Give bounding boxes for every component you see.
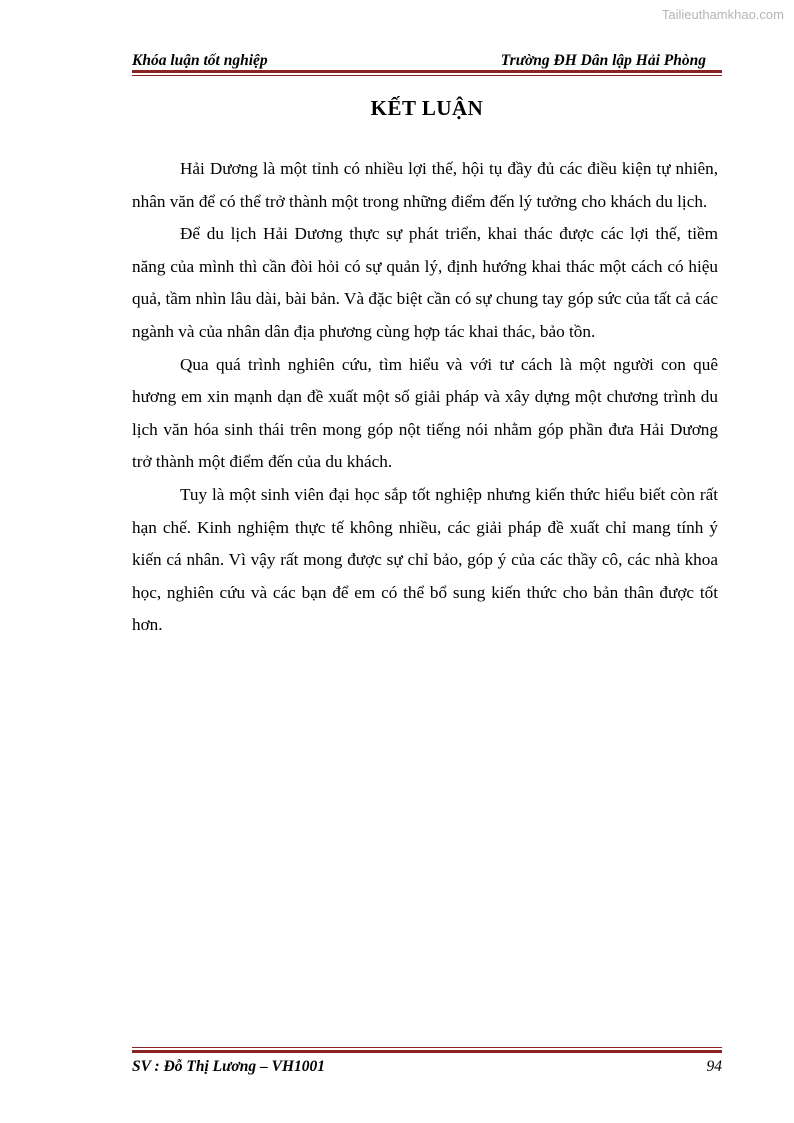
page-header bbox=[132, 50, 706, 70]
page-footer bbox=[132, 1057, 722, 1077]
watermark: Tailieuthamkhao.com bbox=[661, 7, 784, 22]
paragraph: Hải Dương là một tỉnh có nhiều lợi thế, hội tụ đầy đủ các điều kiện tự nhiên, nhân văn để có thể trở thành một trong những điểm đến lý tưởng cho khách du lịch. bbox=[132, 159, 718, 211]
paragraph: Tuy là một sinh viên đại học sắp tốt nghiệp nhưng kiến thức hiểu biết còn rất hạn chế. Kinh nghiệm thực tế không nhiều, các giải pháp đề xuất chỉ mang tính ý kiến cá nhân. Vì vậy rất mong được sự chỉ bảo, góp ý của các thầy cô, các nhà khoa học, nghiên cứu và các bạn để em có thể bổ sung kiến thức cho bản thân được tốt hơn. bbox=[132, 484, 718, 635]
header-thesis-label: Khóa luận tốt nghiệp bbox=[132, 52, 268, 69]
footer-author: SV : Đỗ Thị Lương – VH1001 bbox=[132, 1058, 326, 1075]
header-university-label: Trường ĐH Dân lập Hải Phòng bbox=[500, 52, 706, 69]
page-title: KẾT LUẬN bbox=[370, 96, 484, 120]
footer-rule bbox=[132, 1047, 722, 1053]
paragraph: Qua quá trình nghiên cứu, tìm hiểu và với tư cách là một người con quê hương em xin mạnh dạn đề xuất một số giải pháp và xây dựng một chương trình du lịch văn hóa sinh thái trên mong góp nột tiếng nói nhằm góp phần đưa Hải Dương trở thành một điểm đến của du khách. bbox=[132, 354, 718, 472]
paragraph: Để du lịch Hải Dương thực sự phát triển, khai thác được các lợi thế, tiềm năng của mình thì cần đòi hỏi có sự quản lý, định hướng khai thác một cách có hiệu quả, tầm nhìn lâu dài, bài bản. Và đặc biệt cần có sự chung tay góp sức của tất cả các ngành và của nhân dân địa phương cùng hợp tác khai thác, bảo tồn. bbox=[132, 224, 718, 341]
conclusion-body bbox=[132, 153, 718, 642]
header-rule bbox=[132, 70, 722, 76]
page-number: 94 bbox=[706, 1058, 722, 1075]
